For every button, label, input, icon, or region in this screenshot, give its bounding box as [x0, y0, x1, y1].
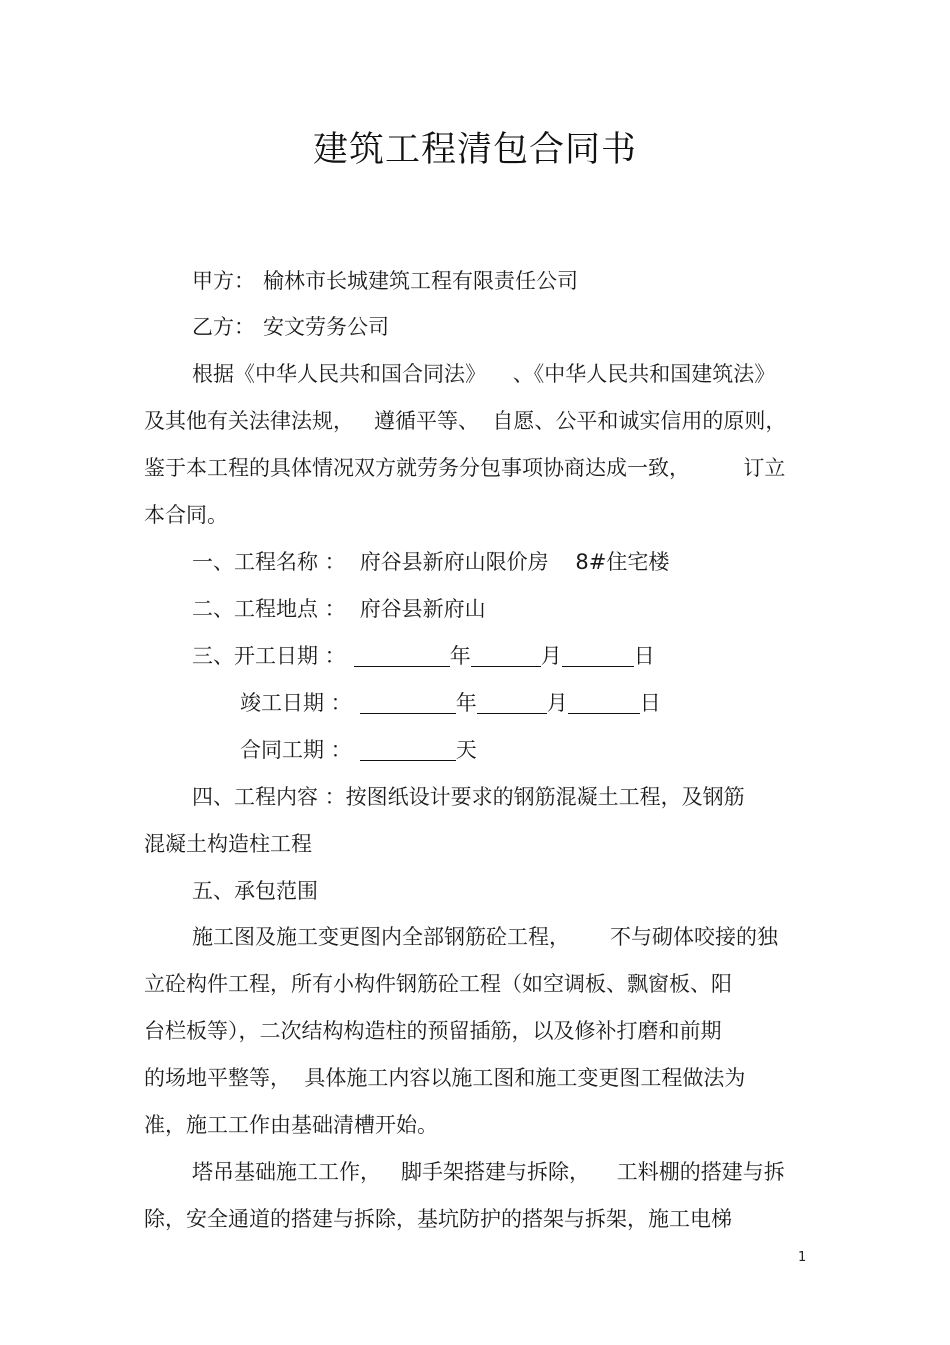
page-number: 1: [798, 1250, 807, 1265]
end-date-line: [240, 688, 661, 718]
day-blank[interactable]: [568, 691, 640, 714]
document-title: 建筑工程清包合同书: [312, 130, 637, 170]
party-a-label: 甲方：: [192, 269, 255, 293]
scope-line: 的场地平整等， 具体施工内容以施工图和施工变更图工程做法为: [144, 1066, 746, 1090]
month-unit: 月: [546, 691, 568, 715]
start-date-label: 三、开工日期 ：: [192, 644, 346, 668]
days-blank[interactable]: [360, 738, 456, 761]
party-b-value: 安文劳务公司: [263, 315, 389, 339]
end-date-label: 竣工日期 ：: [240, 691, 352, 715]
day-blank[interactable]: [562, 644, 634, 667]
scope-line: 除，安全通道的搭建与拆除，基坑防护的搭架与拆架，施工电梯: [144, 1207, 732, 1231]
scope-line: 立砼构件工程，所有小构件钢筋砼工程（如空调板、飘窗板、阳: [144, 972, 732, 996]
year-unit: 年: [455, 691, 477, 715]
scope-line: 塔吊基础施工工作， 脚手架搭建与拆除， 工料棚的搭建与拆: [192, 1160, 785, 1184]
party-b-line: [192, 312, 389, 342]
year-unit: 年: [449, 644, 471, 668]
item-scope-heading: 五、承包范围: [192, 879, 318, 903]
item-value: 府谷县新府山限价房 8#住宅楼: [359, 550, 670, 574]
intro-line: 鉴于本工程的具体情况双方就劳务分包事项协商达成一致， 订立: [144, 456, 786, 480]
item-label: 一、工程名称 ：: [192, 550, 346, 574]
intro-line: 根据《中华人民共和国合同法》 、《中华人民共和国建筑法》: [192, 362, 776, 386]
start-date-line: [192, 641, 655, 671]
party-a-value: 榆林市长城建筑工程有限责任公司: [263, 269, 578, 293]
day-unit: 日: [633, 644, 655, 668]
item-content-line: 四、工程内容 ：按图纸设计要求的钢筋混凝土工程，及钢筋: [192, 785, 745, 809]
item-project-name: [192, 547, 669, 577]
item-content-line: 混凝土构造柱工程: [144, 832, 312, 856]
item-project-location: [192, 594, 486, 624]
scope-line: 台栏板等），二次结构构造柱的预留插筋，以及修补打磨和前期: [144, 1019, 722, 1043]
scope-line: 准，施工工作由基础清槽开始。: [144, 1113, 438, 1137]
month-blank[interactable]: [471, 644, 541, 667]
item-value: 府谷县新府山: [359, 597, 486, 621]
party-a-line: [192, 266, 578, 296]
scope-line: 施工图及施工变更图内全部钢筋砼工程， 不与砌体咬接的独: [192, 925, 779, 949]
year-blank[interactable]: [360, 691, 456, 714]
year-blank[interactable]: [354, 644, 450, 667]
days-unit: 天: [455, 738, 477, 762]
month-unit: 月: [540, 644, 562, 668]
contract-period-line: [240, 735, 477, 765]
day-unit: 日: [639, 691, 661, 715]
intro-line: 本合同。: [144, 503, 228, 527]
party-b-label: 乙方：: [192, 315, 255, 339]
intro-line: 及其他有关法律法规， 遵循平等、 自愿、公平和诚实信用的原则，: [144, 409, 787, 433]
contract-period-label: 合同工期 ：: [240, 738, 352, 762]
item-label: 二、工程地点 ：: [192, 597, 346, 621]
month-blank[interactable]: [477, 691, 547, 714]
